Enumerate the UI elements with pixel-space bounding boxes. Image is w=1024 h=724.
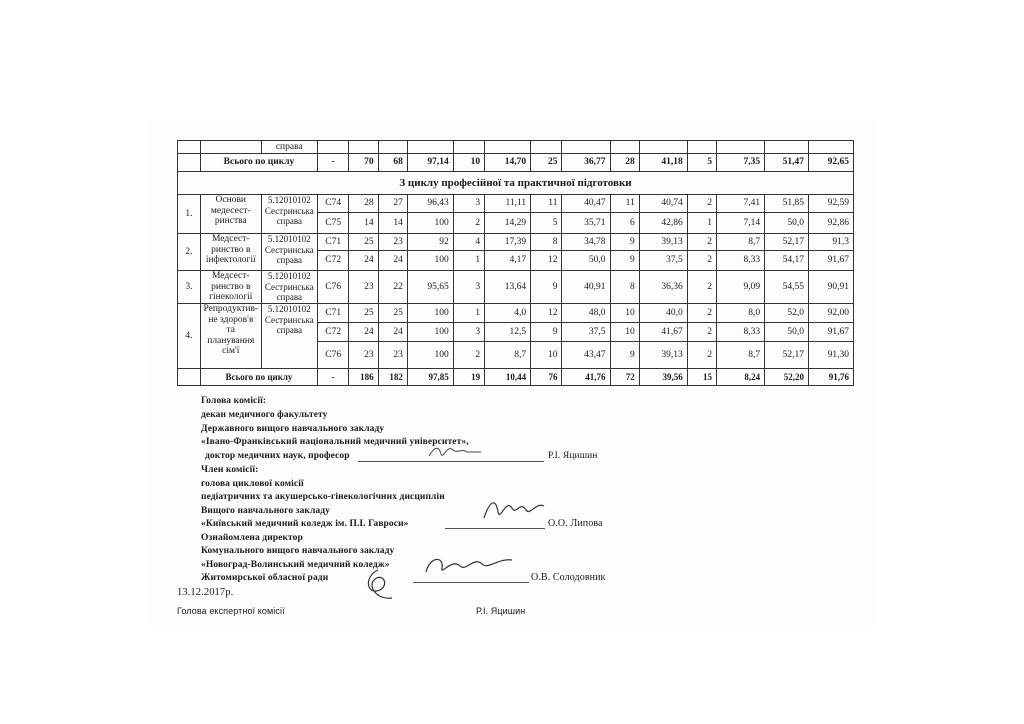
table-cell: 52,17 [765,234,809,251]
table-cell: справа [261,141,317,154]
table-cell [485,141,531,154]
table-cell: 14,70 [485,154,531,172]
table-row [178,271,854,304]
table-cell: 9 [531,323,562,342]
row-number: 4. [178,304,201,369]
table-cell: 2 [687,251,716,271]
director-line-2: Комунального вищого навчального закладу [201,546,395,556]
table-cell [687,141,716,154]
table-cell: 8,33 [717,251,765,271]
date: 13.12.2017р. [177,587,234,598]
table-cell: 39,56 [639,369,687,386]
table-cell: 23 [349,342,378,369]
table-cell: 7,35 [717,154,765,172]
table-row [178,195,854,213]
member-line-4: «Київський медичний коледж ім. П.І. Гавроси» [201,519,409,529]
table-cell [349,141,378,154]
table-cell: 8,24 [717,369,765,386]
table-cell [639,141,687,154]
table-cell: 4,17 [485,251,531,271]
table-cell: 14 [349,213,378,234]
table-cell: 3 [453,323,484,342]
table-row [178,304,854,323]
table-cell: 23 [378,342,407,369]
table-cell: 100 [407,323,453,342]
table-cell: 91,3 [808,234,853,251]
member-title: Член комісії: [201,465,259,475]
table-cell: 2 [453,342,484,369]
table-cell: 14,29 [485,213,531,234]
table-cell [178,369,201,386]
table-cell: 1 [453,251,484,271]
table-cell: 17,39 [485,234,531,251]
member-line-2: педіатричних та акушерсько-гінекологічних дисциплін [201,492,445,502]
table-cell: 50,0 [765,213,809,234]
signature-scribble [480,492,550,526]
table-cell: 91,67 [808,323,853,342]
table-cell: 54,55 [765,271,809,304]
section-title: З циклу професійної та практичної підготовки [178,172,854,195]
table-cell: 68 [378,154,407,172]
table-cell: 8,0 [717,304,765,323]
table-cell: 24 [378,323,407,342]
table-cell: 2 [687,323,716,342]
table-cell: 52,20 [765,369,809,386]
table-cell: 5 [531,213,562,234]
table-cell: 8,33 [717,323,765,342]
table-cell: 12 [531,304,562,323]
table-row [178,141,854,154]
table-cell: 28 [349,195,378,213]
table-cell: - [317,154,348,172]
table-cell: 92,65 [808,154,853,172]
table-cell [765,141,809,154]
table-cell: С74 [317,195,348,213]
signature-scribble [356,566,400,606]
table-cell: 8 [531,234,562,251]
table-cell: 28 [610,154,639,172]
table-cell: 41,18 [639,154,687,172]
table-cell: 14 [378,213,407,234]
member-line-3: Вищого навчального закладу [201,506,331,516]
table-cell: 25 [531,154,562,172]
total-label: Всього по циклу [200,154,317,172]
table-cell: 35,71 [562,213,610,234]
table-cell: 91,67 [808,251,853,271]
table-cell: 186 [349,369,378,386]
table-cell: 23 [349,271,378,304]
table-cell: 100 [407,213,453,234]
head-line-3: «Івано-Франківський національний медичний університет», [201,437,469,447]
table-cell [562,141,610,154]
director-line-4: Житомирської обласної ради [201,573,329,583]
table-total-row [178,369,854,386]
subject-name: Основи медесест-ринства [200,195,261,234]
table-cell: 50,0 [765,323,809,342]
total-label: Всього по циклу [200,369,317,386]
table-cell: 6 [610,213,639,234]
table-cell: 100 [407,304,453,323]
table-cell: 90,91 [808,271,853,304]
table-cell: 40,0 [639,304,687,323]
table-cell: С76 [317,342,348,369]
table-cell: 2 [687,271,716,304]
subject-name: Медсест-ринство в гінекології [200,271,261,304]
table-cell: 39,13 [639,342,687,369]
table-cell: С72 [317,323,348,342]
table-cell: 36,36 [639,271,687,304]
table-cell [407,141,453,154]
expert-name: Р.І. Яцишин [476,606,526,616]
table-cell: 22 [378,271,407,304]
table-cell: 19 [453,369,484,386]
table-cell: 41,67 [639,323,687,342]
table-cell: 11 [610,195,639,213]
section-row [178,172,854,195]
expert-label: Голова експертної комісії [177,606,285,616]
table-cell: 76 [531,369,562,386]
table-cell [453,141,484,154]
table-cell [378,141,407,154]
table-cell: 36,77 [562,154,610,172]
table-cell: 10 [610,304,639,323]
table-cell: 4 [453,234,484,251]
specialty: 5.12010102 Сестринська справа [261,195,317,234]
table-cell: 40,74 [639,195,687,213]
table-cell: 2 [687,304,716,323]
table-cell: С72 [317,251,348,271]
row-number: 2. [178,234,201,271]
table-cell: 8,7 [485,342,531,369]
table-cell: 12 [531,251,562,271]
head-line-4: доктор медичних наук, професор [205,451,350,461]
table-cell: 92 [407,234,453,251]
table-cell: 95,65 [407,271,453,304]
table-cell: 52,0 [765,304,809,323]
table-cell [178,154,201,172]
subject-name: Репродуктив-не здоров'я та планування сім'ї [200,304,261,369]
table-cell: 23 [378,234,407,251]
row-number: 1. [178,195,201,234]
table-cell: 37,5 [562,323,610,342]
head-name: Р.І. Яцишин [548,451,598,461]
table-cell: 10 [453,154,484,172]
table-cell: 96,43 [407,195,453,213]
table-cell: 9 [610,234,639,251]
table-cell: С71 [317,304,348,323]
table-cell: 100 [407,342,453,369]
table-cell [178,141,201,154]
table-cell: 9 [610,251,639,271]
table-cell: 2 [453,213,484,234]
table-row [178,234,854,251]
table-cell: 8 [610,271,639,304]
table-cell: 24 [378,251,407,271]
signature-scribble [425,440,485,462]
table-cell: 2 [687,234,716,251]
table-cell: 48,0 [562,304,610,323]
table-cell: 12,5 [485,323,531,342]
table-cell: 70 [349,154,378,172]
table-cell: 182 [378,369,407,386]
table-cell: 1 [687,213,716,234]
director-name: О.В. Солодовник [531,572,606,583]
table-cell: 3 [453,195,484,213]
table-cell: 25 [378,304,407,323]
table-cell: 72 [610,369,639,386]
table-cell: 54,17 [765,251,809,271]
table-cell: 7,14 [717,213,765,234]
subject-name: Медсест-ринство в інфектології [200,234,261,271]
table-cell: 2 [687,195,716,213]
table-cell: - [317,369,348,386]
table-cell: 92,59 [808,195,853,213]
table-cell [317,141,348,154]
specialty: 5.12010102 Сестринська справа [261,234,317,271]
table-cell: 97,85 [407,369,453,386]
table-cell: 40,47 [562,195,610,213]
table-cell: 50,0 [562,251,610,271]
row-number: 3. [178,271,201,304]
table-cell [808,141,853,154]
table-cell: 91,30 [808,342,853,369]
table-cell: 40,91 [562,271,610,304]
table-cell: 51,85 [765,195,809,213]
signature-scribble [420,548,520,582]
table-cell: 8,7 [717,342,765,369]
table-cell [610,141,639,154]
head-title: Голова комісії: [201,396,267,406]
table-cell: 9 [610,342,639,369]
table-cell: 9,09 [717,271,765,304]
table-cell: С71 [317,234,348,251]
table-cell: 10 [531,342,562,369]
table-cell: 34,78 [562,234,610,251]
table-cell: 24 [349,251,378,271]
member-name: О.О. Липова [548,518,603,529]
table-cell: 24 [349,323,378,342]
head-line-1: декан медичного факультету [201,410,328,420]
table-cell: 92,00 [808,304,853,323]
table-cell: 39,13 [639,234,687,251]
table-cell: 8,7 [717,234,765,251]
table-cell [200,141,261,154]
table-cell: С76 [317,271,348,304]
table-cell: С75 [317,213,348,234]
table-cell: 27 [378,195,407,213]
specialty: 5.12010102 Сестринська справа [261,271,317,304]
table-cell: 4,0 [485,304,531,323]
table-cell: 15 [687,369,716,386]
table-cell: 2 [687,342,716,369]
table-cell: 1 [453,304,484,323]
table-cell: 37,5 [639,251,687,271]
table-cell: 11 [531,195,562,213]
table-total-row [178,154,854,172]
table-cell: 42,86 [639,213,687,234]
specialty: 5.12010102 Сестринська справа [261,304,317,369]
table-cell: 52,17 [765,342,809,369]
table-cell: 10,44 [485,369,531,386]
table-cell: 41,76 [562,369,610,386]
table-cell: 51,47 [765,154,809,172]
table-cell: 25 [349,304,378,323]
signature-line [445,528,545,529]
director-line-3: «Новоград-Волинський медичний коледж» [201,560,390,570]
table-cell: 5 [687,154,716,172]
table-cell: 100 [407,251,453,271]
table-cell: 11,11 [485,195,531,213]
table-cell [717,141,765,154]
table-cell: 43,47 [562,342,610,369]
director-line-1: Ознайомлена директор [201,533,303,543]
table-cell: 91,76 [808,369,853,386]
table-cell: 92,86 [808,213,853,234]
table-cell: 13,64 [485,271,531,304]
table-cell: 3 [453,271,484,304]
table-cell: 25 [349,234,378,251]
table-cell: 9 [531,271,562,304]
table-cell: 7,41 [717,195,765,213]
signature-line [413,582,529,583]
table-cell [531,141,562,154]
table-cell: 97,14 [407,154,453,172]
results-table [177,140,854,386]
member-line-1: голова циклової комісії [201,479,304,489]
head-line-2: Державного вищого навчального закладу [201,424,385,434]
table-cell: 10 [610,323,639,342]
